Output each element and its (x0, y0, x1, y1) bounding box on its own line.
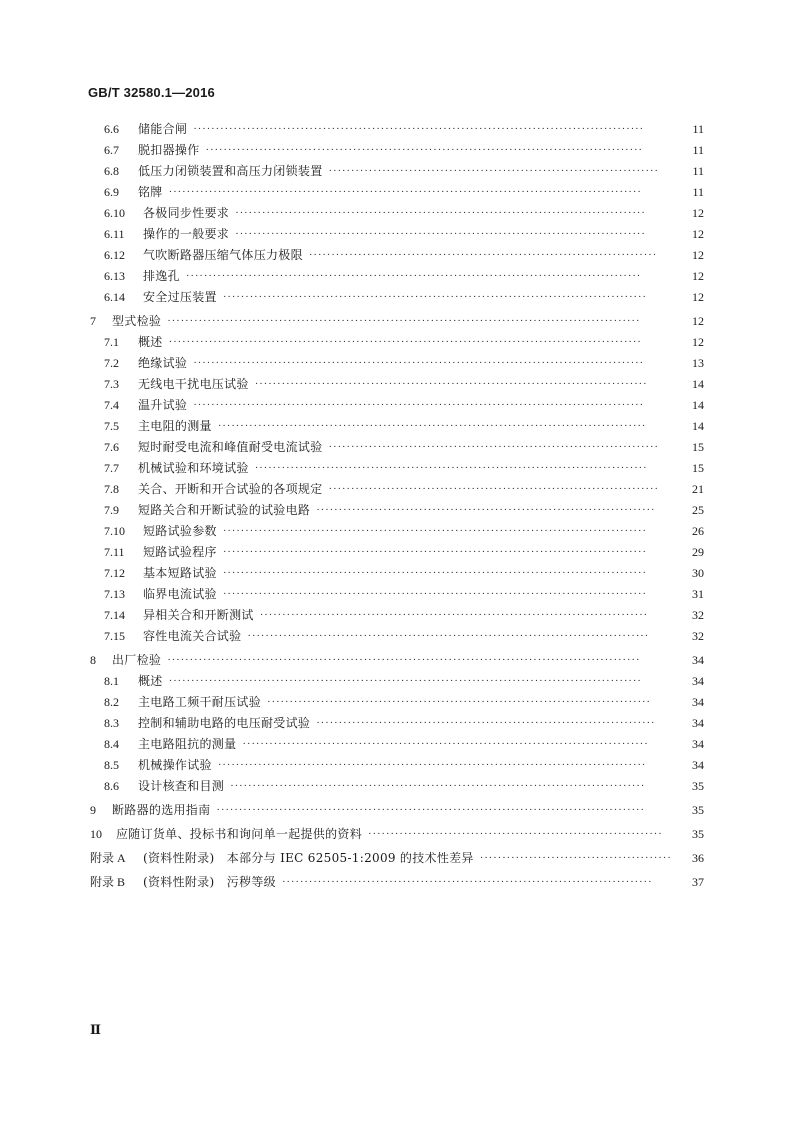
toc-entry-title: 主电路工频干耐压试验 (138, 695, 262, 709)
toc-entry-title: 操作的一般要求 (143, 227, 230, 241)
toc-entry-page: 30 (692, 566, 704, 580)
toc-entry-number: 6.6 (104, 122, 119, 136)
toc-dot-leader: ·········································································· (328, 483, 659, 495)
toc-entry-page: 12 (692, 269, 704, 283)
toc-entry-number: 7.11 (104, 545, 125, 559)
document-code: GB/T 32580.1—2016 (88, 85, 215, 100)
toc-dot-leader: ······························································································· (222, 525, 647, 537)
toc-entry-title: 基本短路试验 (143, 566, 217, 580)
toc-dot-leader: ································································································ (216, 804, 645, 816)
toc-entry[interactable] (0, 267, 794, 285)
toc-entry-page: 37 (692, 875, 704, 889)
toc-entry-number: 8 (90, 653, 96, 667)
toc-entry-page: 11 (692, 122, 704, 136)
toc-entry[interactable] (0, 714, 794, 732)
toc-entry-page: 13 (692, 356, 704, 370)
toc-entry-page: 34 (692, 653, 704, 667)
toc-entry[interactable] (0, 333, 794, 351)
toc-entry[interactable] (0, 606, 794, 624)
toc-dot-leader: ··························································································· (242, 738, 649, 750)
toc-entry[interactable] (0, 204, 794, 222)
toc-entry-page: 12 (692, 335, 704, 349)
toc-dot-leader: ·········································································································· (167, 654, 641, 666)
toc-entry-number: 7.1 (104, 335, 119, 349)
toc-entry[interactable] (0, 585, 794, 603)
toc-dot-leader: ·········································································· (328, 165, 659, 177)
toc-entry-page: 14 (692, 398, 704, 412)
toc-entry-page: 34 (692, 716, 704, 730)
toc-entry[interactable] (0, 501, 794, 519)
toc-entry[interactable] (0, 288, 794, 306)
toc-entry[interactable] (0, 396, 794, 414)
toc-entry-number: 6.7 (104, 143, 119, 157)
toc-entry-number: 6.13 (104, 269, 125, 283)
toc-entry[interactable] (0, 735, 794, 753)
toc-entry-number: 7.10 (104, 524, 125, 538)
toc-entry-title: (资料性附录) 污秽等级 (143, 875, 276, 889)
toc-entry-page: 29 (692, 545, 704, 559)
toc-entry[interactable] (0, 756, 794, 774)
toc-entry-number: 6.14 (104, 290, 125, 304)
toc-dot-leader: ············································································ (316, 717, 656, 729)
toc-entry-title: 低压力闭锁装置和高压力闭锁装置 (138, 164, 323, 178)
toc-entry-title: 气吹断路器压缩气体压力极限 (143, 248, 303, 262)
toc-entry-title: 短路试验程序 (143, 545, 217, 559)
toc-dot-leader: ·········································································································· (167, 315, 641, 327)
toc-entry-number: 7.9 (104, 503, 119, 517)
page-number-roman: Ⅱ (90, 1022, 101, 1037)
toc-entry-page: 11 (692, 143, 704, 157)
toc-dot-leader: ·········································································································· (168, 675, 642, 687)
toc-entry-title: 绝缘试验 (138, 356, 188, 370)
toc-dot-leader: ····································································································· (193, 399, 644, 411)
toc-dot-leader: ······························································································· (222, 546, 647, 558)
toc-entry-title: (资料性附录) 本部分与 IEC 62505-1:2009 的技术性差异 (143, 851, 474, 865)
toc-entry-number: 7.8 (104, 482, 119, 496)
toc-entry-page: 32 (692, 629, 704, 643)
toc-dot-leader: ······························································································· (222, 588, 647, 600)
toc-entry-number: 7.7 (104, 461, 119, 475)
toc-entry-title: 控制和辅助电路的电压耐受试验 (138, 716, 311, 730)
toc-entry[interactable] (0, 873, 794, 891)
toc-entry-page: 12 (692, 248, 704, 262)
toc-dot-leader: ······································································································ (185, 270, 642, 282)
toc-entry[interactable] (0, 651, 794, 669)
toc-entry[interactable] (0, 627, 794, 645)
toc-entry-title: 安全过压装置 (143, 290, 217, 304)
toc-dot-leader: ·········································································································· (168, 186, 642, 198)
toc-entry-title: 无线电干扰电压试验 (138, 377, 249, 391)
toc-entry-title: 主电路阻抗的测量 (138, 737, 237, 751)
toc-dot-leader: ·············································································· (308, 249, 658, 261)
toc-entry-number: 7.4 (104, 398, 119, 412)
toc-entry-title: 断路器的选用指南 (112, 803, 211, 817)
toc-entry[interactable] (0, 672, 794, 690)
toc-entry[interactable] (0, 312, 794, 330)
toc-dot-leader: ································································································ (217, 420, 647, 432)
toc-dot-leader: ······························································································· (222, 291, 647, 303)
toc-entry-number: 附录 A (90, 851, 126, 865)
toc-entry-page: 34 (692, 695, 704, 709)
toc-entry-title: 出厂检验 (112, 653, 162, 667)
toc-entry-number: 8.3 (104, 716, 119, 730)
toc-entry-title: 主电阻的测量 (138, 419, 212, 433)
toc-entry-title: 设计核查和目测 (138, 779, 225, 793)
toc-dot-leader: ····································································································· (193, 123, 644, 135)
toc-entry-title: 临界电流试验 (143, 587, 217, 601)
toc-entry[interactable] (0, 354, 794, 372)
toc-entry-number: 9 (90, 803, 96, 817)
toc-entry[interactable] (0, 417, 794, 435)
toc-entry[interactable] (0, 693, 794, 711)
toc-entry-page: 35 (692, 779, 704, 793)
toc-dot-leader: ·································································································· (205, 144, 643, 156)
toc-entry-title: 短路试验参数 (143, 524, 217, 538)
toc-dot-leader: ······························································································· (222, 567, 647, 579)
toc-entry-number: 6.8 (104, 164, 119, 178)
toc-entry-page: 36 (692, 851, 704, 865)
toc-entry-number: 7.15 (104, 629, 125, 643)
toc-entry-number: 6.11 (104, 227, 125, 241)
toc-dot-leader: ··········································· (479, 852, 672, 864)
toc-entry-title: 概述 (138, 335, 163, 349)
toc-entry-title: 各极同步性要求 (143, 206, 230, 220)
toc-dot-leader: ····························································································· (230, 780, 646, 792)
toc-entry[interactable] (0, 564, 794, 582)
toc-entry-title: 机械试验和环境试验 (138, 461, 249, 475)
toc-entry[interactable] (0, 777, 794, 795)
toc-entry-title: 铭牌 (138, 185, 163, 199)
toc-entry-title: 温升试验 (138, 398, 188, 412)
toc-entry-number: 7.3 (104, 377, 119, 391)
toc-entry-title: 排逸孔 (143, 269, 180, 283)
toc-entry-title: 储能合闸 (138, 122, 188, 136)
toc-entry-number: 6.12 (104, 248, 125, 262)
toc-entry[interactable] (0, 375, 794, 393)
toc-entry-number: 6.10 (104, 206, 125, 220)
toc-entry[interactable] (0, 480, 794, 498)
toc-entry-page: 14 (692, 419, 704, 433)
toc-entry-number: 7 (90, 314, 96, 328)
toc-entry-page: 25 (692, 503, 704, 517)
toc-dot-leader: ··················································································· (281, 876, 653, 888)
toc-entry-page: 21 (692, 482, 704, 496)
toc-dot-leader: ·································································· (368, 828, 663, 840)
toc-entry-page: 14 (692, 377, 704, 391)
toc-entry-page: 11 (692, 164, 704, 178)
toc-entry-title: 短路关合和开断试验的试验电路 (138, 503, 311, 517)
toc-entry-title: 机械操作试验 (138, 758, 212, 772)
toc-dot-leader: ···························································································· (235, 207, 646, 219)
toc-entry-page: 31 (692, 587, 704, 601)
toc-entry[interactable] (0, 543, 794, 561)
toc-dot-leader: ······················································································ (267, 696, 651, 708)
toc-dot-leader: ·········································································· (328, 441, 659, 453)
toc-entry-number: 7.5 (104, 419, 119, 433)
toc-dot-leader: ······················································································· (259, 609, 648, 621)
toc-entry-number: 7.12 (104, 566, 125, 580)
toc-entry[interactable] (0, 522, 794, 540)
toc-dot-leader: ································································································ (217, 759, 647, 771)
toc-entry-page: 32 (692, 608, 704, 622)
toc-entry-number: 8.6 (104, 779, 119, 793)
toc-entry-title: 脱扣器操作 (138, 143, 200, 157)
toc-entry[interactable] (0, 801, 794, 819)
toc-entry-page: 12 (692, 314, 704, 328)
toc-entry-page: 35 (692, 803, 704, 817)
toc-entry[interactable] (0, 162, 794, 180)
toc-dot-leader: ·························································································· (247, 630, 650, 642)
toc-entry-number: 7.6 (104, 440, 119, 454)
toc-dot-leader: ····································································································· (193, 357, 644, 369)
toc-entry-number: 7.13 (104, 587, 125, 601)
toc-entry-title: 型式检验 (112, 314, 162, 328)
toc-entry-page: 12 (692, 206, 704, 220)
toc-entry-page: 34 (692, 758, 704, 772)
toc-entry-number: 8.4 (104, 737, 119, 751)
toc-entry-page: 12 (692, 227, 704, 241)
toc-entry[interactable] (0, 438, 794, 456)
toc-entry-title: 短时耐受电流和峰值耐受电流试验 (138, 440, 323, 454)
toc-entry[interactable] (0, 225, 794, 243)
toc-entry-page: 35 (692, 827, 704, 841)
toc-entry-number: 6.9 (104, 185, 119, 199)
toc-entry-page: 15 (692, 440, 704, 454)
toc-entry-title: 异相关合和开断测试 (143, 608, 254, 622)
toc-entry-number: 8.5 (104, 758, 119, 772)
toc-entry[interactable] (0, 825, 794, 843)
toc-entry-title: 概述 (138, 674, 163, 688)
toc-entry-number: 8.2 (104, 695, 119, 709)
toc-entry[interactable] (0, 120, 794, 138)
toc-dot-leader: ························································································ (254, 378, 648, 390)
toc-entry-title: 关合、开断和开合试验的各项规定 (138, 482, 323, 496)
toc-dot-leader: ························································································ (254, 462, 648, 474)
toc-entry-page: 15 (692, 461, 704, 475)
toc-entry[interactable] (0, 141, 794, 159)
toc-dot-leader: ·········································································································· (168, 336, 642, 348)
toc-entry-page: 11 (692, 185, 704, 199)
toc-entry-page: 34 (692, 674, 704, 688)
toc-entry[interactable] (0, 183, 794, 201)
toc-entry[interactable] (0, 459, 794, 477)
toc-entry[interactable] (0, 849, 794, 867)
toc-entry-title: 应随订货单、投标书和询问单一起提供的资料 (116, 827, 363, 841)
toc-entry-page: 34 (692, 737, 704, 751)
toc-entry-number: 7.14 (104, 608, 125, 622)
toc-entry-title: 容性电流关合试验 (143, 629, 242, 643)
toc-entry-page: 26 (692, 524, 704, 538)
toc-entry-number: 8.1 (104, 674, 119, 688)
toc-entry-page: 12 (692, 290, 704, 304)
toc-entry[interactable] (0, 246, 794, 264)
toc-entry-number: 10 (90, 827, 102, 841)
toc-dot-leader: ···························································································· (235, 228, 646, 240)
toc-entry-number: 7.2 (104, 356, 119, 370)
toc-dot-leader: ············································································ (316, 504, 656, 516)
toc-entry-number: 附录 B (90, 875, 126, 889)
